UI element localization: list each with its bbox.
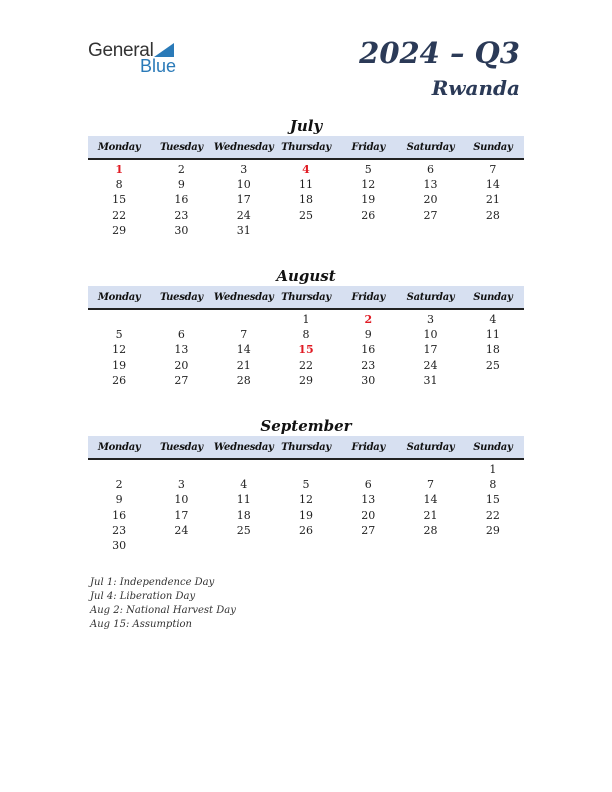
weekday-header: Wednesday bbox=[213, 436, 275, 459]
day-cell: 12 bbox=[298, 493, 313, 507]
week-row bbox=[88, 477, 524, 492]
day-cell: 23 bbox=[174, 208, 189, 222]
day-cell: 20 bbox=[423, 193, 438, 207]
empty-day-cell bbox=[337, 223, 399, 238]
day-cell: 8 bbox=[302, 328, 310, 342]
weekday-header: Monday bbox=[88, 286, 150, 309]
week-row bbox=[88, 492, 524, 507]
day-cell: 3 bbox=[177, 478, 185, 492]
day-cell: 4 bbox=[240, 478, 248, 492]
day-cell: 13 bbox=[361, 493, 376, 507]
day-cell: 9 bbox=[115, 493, 123, 507]
day-cell: 11 bbox=[485, 328, 500, 342]
day-cell: 2 bbox=[115, 478, 123, 492]
day-cell: 3 bbox=[427, 313, 435, 327]
day-cell: 14 bbox=[485, 178, 500, 192]
day-cell: 20 bbox=[174, 358, 189, 372]
day-cell: 18 bbox=[236, 508, 251, 522]
day-cell: 6 bbox=[364, 478, 372, 492]
day-cell: 28 bbox=[485, 208, 500, 222]
day-cell: 12 bbox=[112, 343, 127, 357]
day-cell: 22 bbox=[112, 208, 127, 222]
month-name: August bbox=[276, 267, 336, 285]
day-cell: 17 bbox=[174, 508, 189, 522]
empty-day-cell bbox=[337, 462, 399, 477]
day-cell: 10 bbox=[174, 493, 189, 507]
weekday-header: Thursday bbox=[275, 286, 337, 309]
day-cell: 19 bbox=[298, 508, 313, 522]
calendar-table bbox=[88, 286, 524, 388]
empty-day-cell bbox=[275, 223, 337, 238]
day-cell: 25 bbox=[236, 523, 251, 537]
day-cell: 7 bbox=[489, 163, 497, 177]
holiday-note: Jul 1: Independence Day bbox=[90, 577, 215, 588]
logo-blue-text: Blue bbox=[140, 56, 177, 76]
day-cell: 1 bbox=[489, 463, 497, 477]
day-cell: 15 bbox=[112, 193, 127, 207]
day-cell: 17 bbox=[423, 343, 438, 357]
day-cell: 22 bbox=[485, 508, 500, 522]
empty-day-cell bbox=[399, 223, 461, 238]
brand-logo bbox=[88, 40, 188, 76]
weekday-header: Saturday bbox=[399, 286, 461, 309]
day-cell: 26 bbox=[361, 208, 376, 222]
day-cell: 21 bbox=[236, 358, 251, 372]
day-cell: 1 bbox=[302, 313, 310, 327]
month-calendar-september bbox=[88, 416, 524, 553]
day-cell: 8 bbox=[115, 178, 123, 192]
day-cell: 10 bbox=[423, 328, 438, 342]
week-row bbox=[88, 523, 524, 538]
empty-day-cell bbox=[399, 462, 461, 477]
week-row bbox=[88, 373, 524, 388]
empty-day-cell bbox=[462, 373, 524, 388]
day-cell: 31 bbox=[236, 223, 251, 237]
month-calendar-august bbox=[88, 266, 524, 388]
day-cell: 8 bbox=[489, 478, 497, 492]
day-cell: 29 bbox=[112, 223, 127, 237]
week-row bbox=[88, 342, 524, 357]
day-cell: 2 bbox=[177, 163, 185, 177]
day-cell: 30 bbox=[174, 223, 189, 237]
day-cell: 14 bbox=[236, 343, 251, 357]
day-cell: 18 bbox=[298, 193, 313, 207]
day-cell: 5 bbox=[115, 328, 123, 342]
weekday-header: Monday bbox=[88, 436, 150, 459]
day-cell: 4 bbox=[302, 163, 310, 177]
logo-triangle-icon bbox=[154, 43, 174, 57]
weekday-header: Sunday bbox=[462, 436, 524, 459]
day-cell: 6 bbox=[177, 328, 185, 342]
week-row bbox=[88, 192, 524, 207]
day-cell: 18 bbox=[485, 343, 500, 357]
empty-day-cell bbox=[213, 312, 275, 327]
day-cell: 11 bbox=[298, 178, 313, 192]
weekday-header: Friday bbox=[337, 286, 399, 309]
week-row bbox=[88, 358, 524, 373]
weekday-header: Tuesday bbox=[150, 436, 212, 459]
day-cell: 24 bbox=[236, 208, 251, 222]
day-cell: 19 bbox=[361, 193, 376, 207]
empty-day-cell bbox=[150, 462, 212, 477]
weekday-header: Wednesday bbox=[213, 136, 275, 159]
weekday-header: Friday bbox=[337, 136, 399, 159]
day-cell: 27 bbox=[174, 373, 189, 387]
month-name: July bbox=[289, 117, 323, 135]
empty-day-cell bbox=[213, 462, 275, 477]
week-row bbox=[88, 327, 524, 342]
day-cell: 28 bbox=[423, 523, 438, 537]
day-cell: 27 bbox=[423, 208, 438, 222]
holiday-note: Aug 2: National Harvest Day bbox=[90, 605, 236, 616]
holiday-note: Aug 15: Assumption bbox=[90, 619, 193, 630]
day-cell: 20 bbox=[361, 508, 376, 522]
day-cell: 21 bbox=[423, 508, 438, 522]
holiday-note: Jul 4: Liberation Day bbox=[90, 591, 196, 602]
empty-day-cell bbox=[462, 538, 524, 553]
empty-day-cell bbox=[275, 462, 337, 477]
holiday-notes bbox=[90, 576, 236, 632]
weekday-header: Wednesday bbox=[213, 286, 275, 309]
weekday-header: Sunday bbox=[462, 286, 524, 309]
weekday-header: Friday bbox=[337, 436, 399, 459]
empty-day-cell bbox=[88, 312, 150, 327]
day-cell: 7 bbox=[427, 478, 435, 492]
day-cell: 4 bbox=[489, 313, 497, 327]
week-row bbox=[88, 462, 524, 477]
day-cell: 12 bbox=[361, 178, 376, 192]
logo-general-text: General bbox=[88, 40, 154, 61]
week-row bbox=[88, 177, 524, 192]
day-cell: 2 bbox=[364, 313, 373, 327]
week-row bbox=[88, 508, 524, 523]
day-cell: 9 bbox=[177, 178, 185, 192]
month-name: September bbox=[260, 417, 352, 435]
empty-day-cell bbox=[88, 462, 150, 477]
day-cell: 24 bbox=[174, 523, 189, 537]
day-cell: 30 bbox=[361, 373, 376, 387]
week-row bbox=[88, 162, 524, 177]
weekday-header: Tuesday bbox=[150, 286, 212, 309]
day-cell: 17 bbox=[236, 193, 251, 207]
week-row bbox=[88, 538, 524, 553]
day-cell: 27 bbox=[361, 523, 376, 537]
day-cell: 10 bbox=[236, 178, 251, 192]
empty-day-cell bbox=[337, 538, 399, 553]
empty-day-cell bbox=[150, 312, 212, 327]
day-cell: 22 bbox=[298, 358, 313, 372]
day-cell: 13 bbox=[174, 343, 189, 357]
day-cell: 16 bbox=[112, 508, 127, 522]
weekday-header: Saturday bbox=[399, 136, 461, 159]
empty-day-cell bbox=[462, 223, 524, 238]
day-cell: 3 bbox=[240, 163, 248, 177]
day-cell: 6 bbox=[427, 163, 435, 177]
empty-day-cell bbox=[150, 538, 212, 553]
day-cell: 29 bbox=[485, 523, 500, 537]
day-cell: 28 bbox=[236, 373, 251, 387]
country-name: Rwanda bbox=[431, 76, 520, 100]
day-cell: 25 bbox=[485, 358, 500, 372]
day-cell: 23 bbox=[361, 358, 376, 372]
day-cell: 31 bbox=[423, 373, 438, 387]
day-cell: 21 bbox=[485, 193, 500, 207]
day-cell: 19 bbox=[112, 358, 127, 372]
week-row bbox=[88, 223, 524, 238]
week-row bbox=[88, 208, 524, 223]
day-cell: 29 bbox=[298, 373, 313, 387]
day-cell: 26 bbox=[298, 523, 313, 537]
day-cell: 11 bbox=[236, 493, 251, 507]
day-cell: 16 bbox=[361, 343, 376, 357]
day-cell: 23 bbox=[112, 523, 127, 537]
weekday-header: Thursday bbox=[275, 136, 337, 159]
weekday-header-row bbox=[88, 286, 524, 309]
week-row bbox=[88, 312, 524, 327]
weekday-header-row bbox=[88, 436, 524, 459]
weekday-header: Thursday bbox=[275, 436, 337, 459]
weekday-header: Monday bbox=[88, 136, 150, 159]
empty-day-cell bbox=[399, 538, 461, 553]
empty-day-cell bbox=[213, 538, 275, 553]
weekday-header: Saturday bbox=[399, 436, 461, 459]
weekday-header: Sunday bbox=[462, 136, 524, 159]
day-cell: 5 bbox=[302, 478, 310, 492]
weekday-header-row bbox=[88, 136, 524, 159]
day-cell: 9 bbox=[364, 328, 372, 342]
calendar-table bbox=[88, 136, 524, 238]
calendar-table bbox=[88, 436, 524, 553]
day-cell: 16 bbox=[174, 193, 189, 207]
day-cell: 24 bbox=[423, 358, 438, 372]
day-cell: 14 bbox=[423, 493, 438, 507]
day-cell: 13 bbox=[423, 178, 438, 192]
month-calendar-july bbox=[88, 116, 524, 238]
day-cell: 15 bbox=[485, 493, 500, 507]
day-cell: 25 bbox=[298, 208, 313, 222]
day-cell: 30 bbox=[112, 539, 127, 553]
empty-day-cell bbox=[275, 538, 337, 553]
day-cell: 5 bbox=[364, 163, 372, 177]
weekday-header: Tuesday bbox=[150, 136, 212, 159]
day-cell: 26 bbox=[112, 373, 127, 387]
quarter-title: 2024 – Q3 bbox=[359, 36, 520, 70]
day-cell: 7 bbox=[240, 328, 248, 342]
day-cell: 1 bbox=[115, 163, 123, 177]
day-cell: 15 bbox=[298, 343, 314, 357]
